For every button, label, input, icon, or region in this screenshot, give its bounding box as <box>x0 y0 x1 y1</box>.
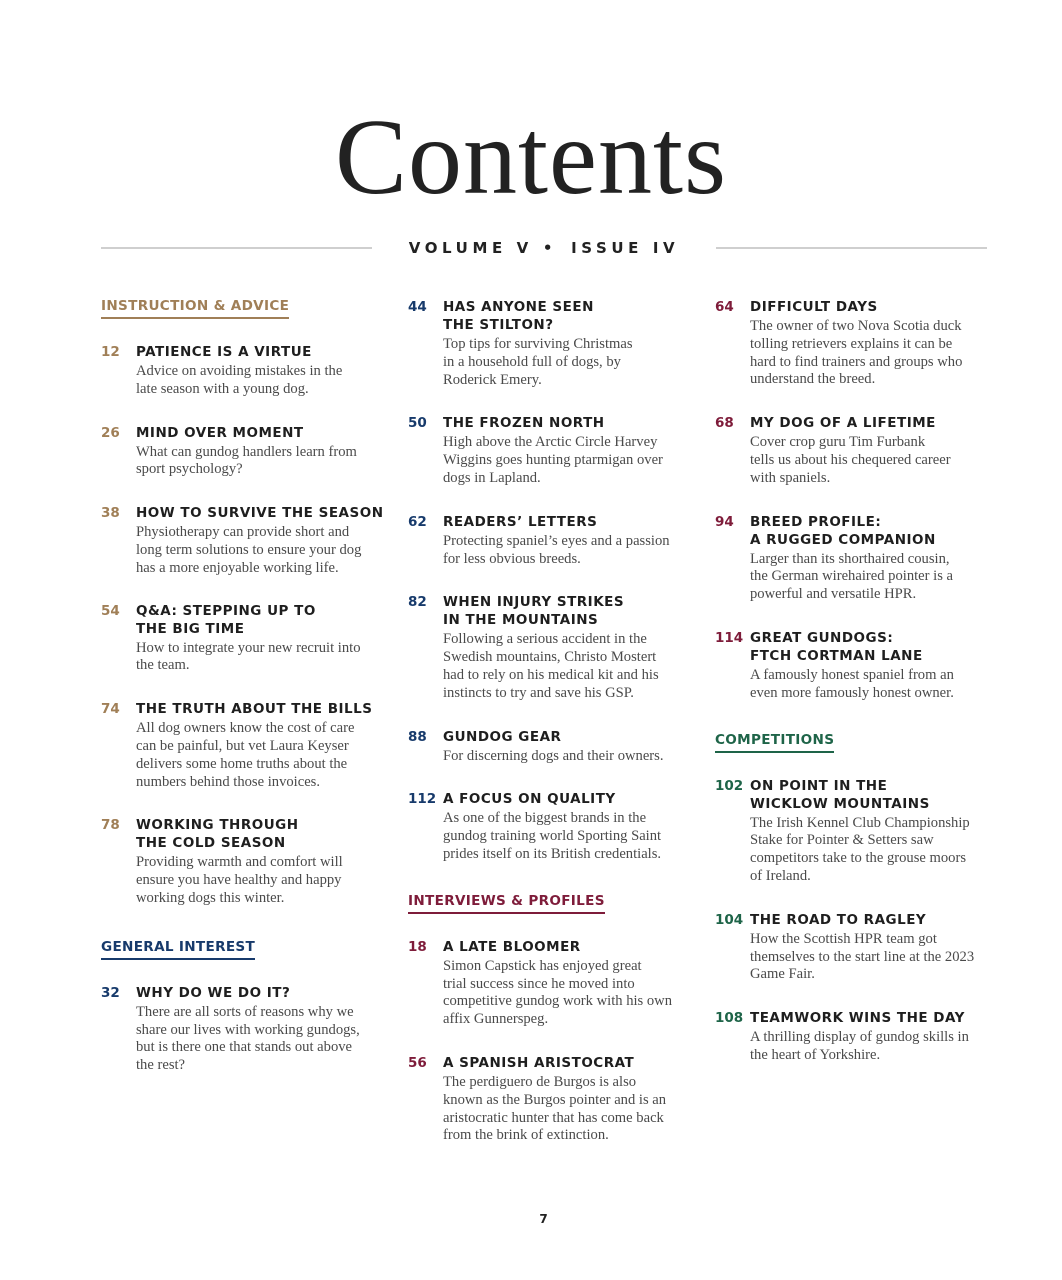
entry-description-line: A thrilling display of gundog skills in <box>750 1029 969 1046</box>
entry-title <box>136 700 373 718</box>
entry-description-line: Physiotherapy can provide short and <box>136 524 350 541</box>
entry-description-line: has a more enjoyable working life. <box>136 559 339 576</box>
entry-page-number: 74 <box>101 701 120 718</box>
entry-title-line: WORKING THROUGH <box>136 817 299 834</box>
entry-title-line: BREED PROFILE: <box>750 513 882 530</box>
entry-page-number: 50 <box>408 415 427 432</box>
contents-entry[interactable] <box>715 1009 987 1065</box>
contents-entry[interactable] <box>715 298 987 389</box>
entry-page-number: 104 <box>715 911 744 928</box>
entry-title <box>750 414 987 432</box>
entry-title <box>136 602 373 638</box>
entry-title <box>136 984 373 1002</box>
entry-list-interviews <box>408 938 690 1145</box>
contents-entry[interactable] <box>101 602 373 676</box>
entry-description-line: Roderick Emery. <box>443 371 542 388</box>
entry-page-number: 68 <box>715 415 734 432</box>
entry-description-line: High above the Arctic Circle Harvey <box>443 434 658 451</box>
entry-description-line: long term solutions to ensure your dog <box>136 541 362 558</box>
entry-description-line: What can gundog handlers learn from <box>136 443 357 460</box>
entry-description-line: A famously honest spaniel from an <box>750 666 954 683</box>
entry-description <box>136 363 373 399</box>
entry-title <box>443 593 690 629</box>
entry-description-line: delivers some home truths about the <box>136 755 348 772</box>
entry-description-line: Larger than its shorthaired cousin, <box>750 550 950 567</box>
entry-title-line: THE FROZEN NORTH <box>443 415 605 432</box>
section-heading-interviews: INTERVIEWS & PROFILES <box>408 892 605 914</box>
contents-entry[interactable] <box>408 728 690 766</box>
entry-title-line: THE TRUTH ABOUT THE BILLS <box>136 701 373 718</box>
entry-description-line: working dogs this winter. <box>136 889 285 906</box>
entry-title <box>750 298 987 316</box>
entry-description-line: numbers behind those invoices. <box>136 773 321 790</box>
contents-entry[interactable] <box>715 414 987 487</box>
entry-description-line: competitive gundog work with his own <box>443 993 673 1010</box>
entry-title <box>443 790 690 808</box>
entry-page-number: 56 <box>408 1054 427 1071</box>
entry-page-number: 12 <box>101 344 120 360</box>
entry-description-line: Swedish mountains, Christo Mostert <box>443 649 657 666</box>
entry-page-number: 108 <box>715 1010 744 1027</box>
contents-entry[interactable] <box>408 938 690 1029</box>
entry-description <box>136 444 373 480</box>
contents-entry[interactable] <box>715 777 987 886</box>
entry-title-line: Q&A: STEPPING UP TO <box>136 602 316 619</box>
volume-issue-line <box>372 238 716 258</box>
entry-description-line: aristocratic hunter that has come back <box>443 1109 664 1126</box>
entry-description <box>136 524 373 577</box>
entry-description-line: The perdiguero de Burgos is also <box>443 1073 637 1090</box>
contents-entry[interactable] <box>101 343 373 399</box>
entry-description-line: gundog training world Sporting Saint <box>443 828 662 845</box>
entry-title-line: GREAT GUNDOGS: <box>750 629 894 646</box>
entry-description <box>750 318 987 389</box>
entry-page-number: 38 <box>101 505 120 522</box>
entry-description-line: tolling retrievers explains it can be <box>750 335 953 352</box>
entry-title <box>136 343 373 361</box>
entry-page-number: 88 <box>408 728 427 745</box>
entry-title <box>750 911 987 929</box>
volume-separator: • <box>542 239 558 257</box>
entry-description-line: understand the breed. <box>750 371 876 388</box>
column-right <box>715 295 987 1065</box>
contents-entry[interactable] <box>408 1054 690 1145</box>
entry-description-line: had to rely on his medical kit and his <box>443 666 659 683</box>
entry-description-line: the team. <box>136 657 190 674</box>
entry-title <box>136 424 373 442</box>
contents-entry[interactable] <box>715 629 987 703</box>
entry-description <box>750 931 987 984</box>
entry-title <box>750 513 987 549</box>
entry-description-line: Providing warmth and comfort will <box>136 854 343 871</box>
entry-description <box>443 810 690 863</box>
entry-description-line: but is there one that stands out above <box>136 1039 353 1056</box>
entry-page-number: 54 <box>101 602 120 619</box>
contents-entry[interactable] <box>408 513 690 569</box>
entry-title-line: A SPANISH ARISTOCRAT <box>443 1054 635 1071</box>
entry-description-line: Stake for Pointer & Setters saw <box>750 832 934 849</box>
contents-entry[interactable] <box>101 816 373 907</box>
entry-description <box>750 667 987 703</box>
entry-title <box>136 816 373 852</box>
contents-entry[interactable] <box>408 414 690 487</box>
entry-list-interviews-continued <box>715 298 987 703</box>
entry-title-line: WHY DO WE DO IT? <box>136 984 291 1001</box>
entry-description-line: late season with a young dog. <box>136 380 309 397</box>
entry-title <box>750 777 987 813</box>
entry-title-line: A FOCUS ON QUALITY <box>443 791 616 808</box>
section-interviews <box>408 890 690 914</box>
entry-title-line: IN THE MOUNTAINS <box>443 612 599 629</box>
entry-page-number: 82 <box>408 594 427 611</box>
entry-description-line: the rest? <box>136 1057 186 1074</box>
entry-title-line: A LATE BLOOMER <box>443 938 581 955</box>
entry-page-number: 102 <box>715 777 744 794</box>
entry-title-line: FTCH CORTMAN LANE <box>750 647 923 664</box>
entry-title-line: MIND OVER MOMENT <box>136 424 304 441</box>
section-instruction <box>101 295 373 319</box>
entry-description-line: There are all sorts of reasons why we <box>136 1003 354 1020</box>
entry-description <box>443 958 690 1029</box>
entry-title-line: TEAMWORK WINS THE DAY <box>750 1010 965 1027</box>
entry-title-line: THE STILTON? <box>443 317 554 333</box>
entry-description-line: instincts to try and save his GSP. <box>443 684 634 701</box>
entry-page-number: 114 <box>715 629 744 646</box>
entry-title-line: MY DOG OF A LIFETIME <box>750 415 936 432</box>
entry-title-line: HOW TO SURVIVE THE SEASON <box>136 505 384 522</box>
column-left <box>101 295 384 1075</box>
entry-description-line: Game Fair. <box>750 966 815 983</box>
section-general <box>101 936 373 960</box>
entry-description <box>443 748 690 766</box>
contents-entry[interactable] <box>715 513 987 604</box>
contents-entry[interactable] <box>408 298 690 389</box>
page-number: 7 <box>539 1212 548 1226</box>
entry-description-line: share our lives with working gundogs, <box>136 1021 360 1038</box>
entry-description-line: For discerning dogs and their owners. <box>443 747 664 764</box>
entry-title-line: THE BIG TIME <box>136 620 245 637</box>
entry-title-line: A RUGGED COMPANION <box>750 531 936 548</box>
contents-entry[interactable] <box>101 984 373 1075</box>
entry-title-line: ON POINT IN THE <box>750 777 888 794</box>
entry-title <box>443 728 690 746</box>
entry-description-line: in a household full of dogs, by <box>443 353 621 370</box>
entry-list-competitions <box>715 777 987 1065</box>
entry-description-line: dogs in Lapland. <box>443 469 541 486</box>
entry-description-line: Following a serious accident in the <box>443 631 647 648</box>
entry-description <box>750 1029 987 1065</box>
entry-description-line: the German wirehaired pointer is a <box>750 568 954 585</box>
entry-page-number: 112 <box>408 791 437 808</box>
entry-description-line: All dog owners know the cost of care <box>136 720 355 737</box>
entry-description <box>443 336 690 389</box>
entry-description-line: The Irish Kennel Club Championship <box>750 814 970 831</box>
contents-entry[interactable] <box>101 504 384 577</box>
entry-page-number: 64 <box>715 299 734 315</box>
entry-title-line: THE ROAD TO RAGLEY <box>750 911 927 928</box>
entry-description-line: Advice on avoiding mistakes in the <box>136 363 343 379</box>
entry-description <box>136 1004 373 1075</box>
entry-description <box>750 815 987 886</box>
entry-description-line: How to integrate your new recruit into <box>136 639 361 656</box>
entry-description-line: competitors take to the grouse moors <box>750 850 967 867</box>
entry-description-line: Protecting spaniel’s eyes and a passion <box>443 532 670 549</box>
entry-description-line: for less obvious breeds. <box>443 550 581 567</box>
entry-description-line: sport psychology? <box>136 461 243 478</box>
entry-description-line: from the brink of extinction. <box>443 1127 609 1144</box>
issue-label: ISSUE IV <box>571 239 680 257</box>
entry-description <box>750 551 987 604</box>
entry-title <box>443 938 690 956</box>
entry-list-general-continued <box>408 298 690 864</box>
entry-description <box>443 434 690 487</box>
entry-description-line: Cover crop guru Tim Furbank <box>750 434 926 451</box>
entry-description-line: prides itself on its British credentials. <box>443 845 662 862</box>
entry-title-line: PATIENCE IS A VIRTUE <box>136 344 312 360</box>
entry-title-line: GUNDOG GEAR <box>443 728 562 745</box>
column-middle <box>408 295 690 1145</box>
entry-list-instruction <box>101 343 384 908</box>
entry-list-general <box>101 984 373 1075</box>
entry-description-line: of Ireland. <box>750 867 811 884</box>
entry-description-line: can be painful, but vet Laura Keyser <box>136 737 349 754</box>
header-rule-right <box>716 247 987 249</box>
entry-title-line: THE COLD SEASON <box>136 835 286 852</box>
entry-title-line: DIFFICULT DAYS <box>750 299 878 315</box>
entry-description-line: known as the Burgos pointer and is an <box>443 1091 667 1108</box>
entry-description-line: tells us about his chequered career <box>750 451 951 468</box>
contents-entry[interactable] <box>101 424 373 480</box>
entry-title-line: WICKLOW MOUNTAINS <box>750 795 930 812</box>
entry-title-line: WHEN INJURY STRIKES <box>443 594 625 611</box>
entry-page-number: 78 <box>101 817 120 834</box>
entry-title-line: READERS’ LETTERS <box>443 513 598 530</box>
entry-description-line: powerful and versatile HPR. <box>750 586 917 603</box>
entry-title <box>443 414 690 432</box>
entry-description <box>443 631 690 702</box>
entry-description-line: themselves to the start line at the 2023 <box>750 948 975 965</box>
entry-page-number: 18 <box>408 938 427 955</box>
entry-description <box>136 720 373 791</box>
entry-description-line: ensure you have healthy and happy <box>136 872 342 889</box>
entry-page-number: 32 <box>101 984 120 1001</box>
entry-title <box>750 1009 987 1027</box>
contents-entry[interactable] <box>715 911 987 984</box>
entry-description-line: Simon Capstick has enjoyed great <box>443 957 642 974</box>
entry-description-line: with spaniels. <box>750 469 831 486</box>
section-heading-competitions: COMPETITIONS <box>715 731 834 753</box>
entry-description <box>443 533 690 569</box>
entry-title <box>443 513 690 531</box>
contents-entry[interactable] <box>408 790 690 863</box>
entry-page-number: 62 <box>408 513 427 530</box>
entry-title-line: HAS ANYONE SEEN <box>443 299 594 315</box>
section-competitions <box>715 729 987 753</box>
entry-description-line: hard to find trainers and groups who <box>750 353 963 370</box>
entry-title <box>750 629 987 665</box>
contents-entry[interactable] <box>408 593 690 702</box>
entry-description-line: How the Scottish HPR team got <box>750 930 937 947</box>
entry-page-number: 94 <box>715 513 734 530</box>
entry-description-line: trial success since he moved into <box>443 975 635 992</box>
entry-description <box>136 640 373 676</box>
entry-description-line: affix Gunnerspeg. <box>443 1011 549 1028</box>
entry-description-line: Top tips for surviving Christmas <box>443 336 633 352</box>
entry-description-line: The owner of two Nova Scotia duck <box>750 318 962 334</box>
entry-title <box>443 298 690 334</box>
entry-description-line: the heart of Yorkshire. <box>750 1046 881 1063</box>
entry-title <box>443 1054 690 1072</box>
section-heading-instruction: INSTRUCTION & ADVICE <box>101 297 289 319</box>
page-title: Contents <box>334 98 727 217</box>
entry-description <box>136 854 373 907</box>
entry-title <box>136 504 384 522</box>
entry-description <box>750 434 987 487</box>
contents-entry[interactable] <box>101 700 373 791</box>
volume-label: VOLUME V <box>408 239 533 257</box>
entry-description <box>443 1074 690 1145</box>
entry-description-line: even more famously honest owner. <box>750 684 954 701</box>
entry-page-number: 26 <box>101 424 120 441</box>
header-rule-left <box>101 247 372 249</box>
entry-description-line: As one of the biggest brands in the <box>443 810 647 827</box>
section-heading-general: GENERAL INTEREST <box>101 938 255 960</box>
entry-description-line: Wiggins goes hunting ptarmigan over <box>443 452 663 469</box>
entry-page-number: 44 <box>408 299 427 315</box>
